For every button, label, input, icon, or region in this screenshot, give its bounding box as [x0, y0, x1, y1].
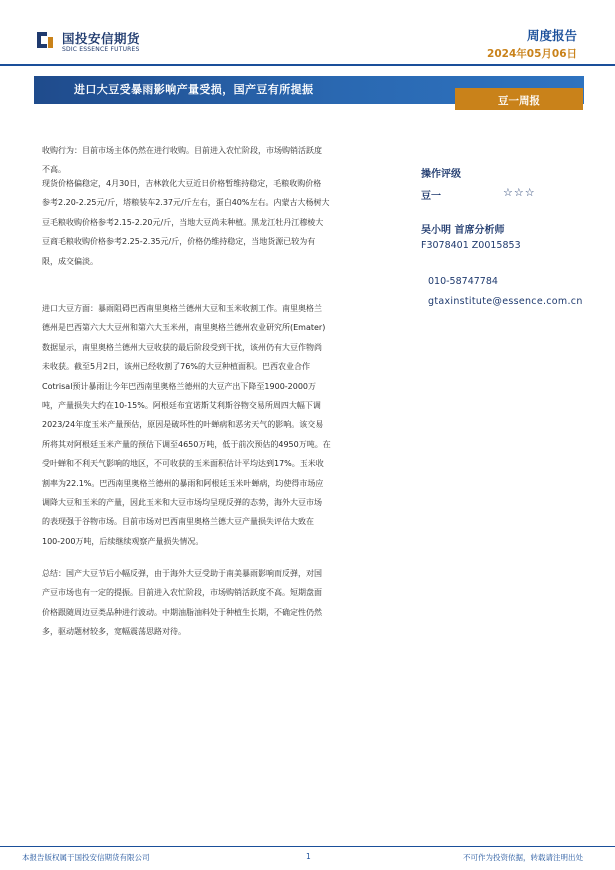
category-tag-label: 豆一周报 — [498, 95, 540, 107]
rating-commodity: 豆一 — [421, 191, 441, 202]
analyst-certificate: F3078401 Z0015853 — [421, 240, 521, 251]
rating-title: 操作评级 — [421, 169, 461, 180]
paragraph-summary: 总结：国产大豆节后小幅反弹，由于海外大豆受助于南美暴雨影响而反弹，对国 产豆市场也有一定的提振。目前进入农忙阶段，市场购销活跃度不高。短期盘面 价格跟随周边豆类品种进行波动。中期油脂油料处于种植生长期，不确定性仍然 多，驱动题材较多，宽幅震荡思路对待。 — [42, 569, 322, 637]
footer-disclaimer: 不可作为投资依据，转载请注明出处 — [463, 853, 583, 862]
contact-email: gtaxinstitute@essence.com.cn — [428, 296, 583, 307]
report-date: 2024年05月06日 — [487, 48, 577, 60]
company-logo-english: SDIC ESSENCE FUTURES — [62, 46, 140, 53]
paragraph-imported-soybean: 进口大豆方面：暴雨阻碍巴西南里奥格兰德州大豆和玉米收割工作。南里奥格兰 德州是巴西第六大大豆州和第六大玉米州，南里奥格兰德州农业研究所(Emater) 数据显示，南里奥格兰德州大豆收获的最后阶段受到干扰，该州仍有大豆作物尚 未收获。截至5月2日，该州已经收割了76%的大豆种植面积。巴西农业合作 Cotrisal预计暴雨让今年巴西南里奥格兰德州的大豆产出下降至1900-2000万 吨，产量损失大约在10-15%。阿根廷布宜诺斯艾利斯谷物交易所周四大幅下调 2023/24年度玉米产量预估，原因是破坏性的叶蝉病和恶劣天气的影响。该交易 所将其对阿根廷玉米产量的预估下调至4650万吨，低于前次预估的4950万吨。在 受叶蝉和不利天气影响的地区，不可收获的玉米面积估计平均达到17%。玉米收 割率为22.1%。巴西南里奥格兰德州的暴雨和阿根廷玉米叶蝉病，均使得市场应 调降大豆和玉米的产量，因此玉米和大豆市场均呈现反弹的态势，海外大豆市场 的表现强于谷物市场。目前市场对巴西南里奥格兰德大豆产量损失评估大致在 100-200万吨，后续继续观察产量损失情况。 — [42, 304, 331, 546]
report-type: 周度报告 — [526, 28, 577, 43]
page-number: 1 — [306, 852, 311, 861]
contact-phone: 010-58747784 — [428, 276, 498, 287]
rating-stars: ☆☆☆ — [503, 186, 536, 199]
report-title: 进口大豆受暴雨影响产量受损，国产豆有所提振 — [74, 83, 314, 96]
footer-copyright: 本报告版权属于国投安信期货有限公司 — [22, 853, 150, 862]
header-divider — [0, 64, 615, 66]
logo-icon — [35, 30, 55, 50]
paragraph-spot-price: 现货价格偏稳定，4月30日，吉林敦化大豆近日价格暂维持稳定，毛粮收购价格 参考2.20-2.25元/斤，塔粮装车2.37元/斤左右，蛋白40%左右。内蒙古大杨树大 豆毛粮收购价格参考2.15-2.20元/斤，当地大豆尚未种植。黑龙江牡丹江穆棱大 豆商毛粮收购价格参考2.25-2.35元/斤，价格仍维持稳定，当地货源已较为有 限，成交偏淡。 — [42, 179, 330, 266]
paragraph-purchasing: 收购行为：目前市场主体仍然在进行收购。目前进入农忙阶段，市场购销活跃度 不高。 — [42, 146, 322, 175]
analyst-name: 吴小明 首席分析师 — [421, 225, 505, 236]
footer-divider — [0, 846, 615, 847]
company-logo-name: 国投安信期货 — [62, 31, 141, 46]
